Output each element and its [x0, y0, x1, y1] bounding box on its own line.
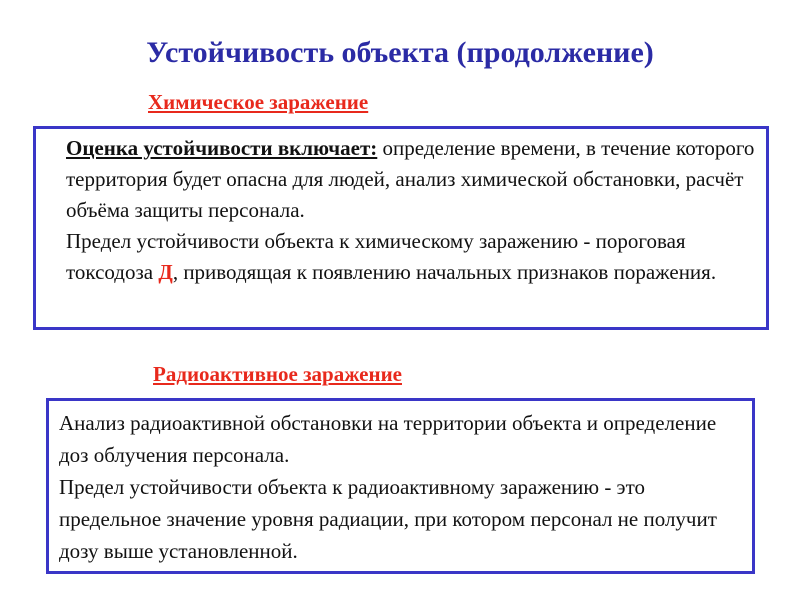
radioactive-section-heading: Радиоактивное заражение — [153, 362, 402, 386]
radioactive-limit-paragraph: Предел устойчивости объекта к радиоактивному заражению - это предельное значение уровня радиации, при котором персонал не получит дозу выше установленной. — [59, 475, 717, 563]
chemical-assessment-paragraph — [48, 133, 756, 226]
chemical-info-box — [33, 126, 769, 330]
chemical-limit-text-after: , приводящая к появлению начальных признаков поражения. — [172, 260, 717, 284]
assessment-text: определение времени, в течение которого территория будет опасна для людей, анализ химической обстановки, расчёт объёма защиты персонала. — [66, 136, 755, 222]
radioactive-analysis-paragraph: Анализ радиоактивной обстановки на территории объекта и определение доз облучения персонала. — [59, 411, 717, 467]
radioactive-info-box — [46, 398, 755, 574]
toxodose-letter: Д — [158, 260, 173, 284]
slide-title: Устойчивость объекта (продолжение) — [146, 36, 654, 69]
chemical-limit-paragraph — [48, 226, 756, 288]
chemical-section-heading: Химическое заражение — [148, 90, 369, 114]
chemical-limit-text-before: Предел устойчивости объекта к химическому заражению - пороговая токсодоза — [66, 229, 686, 284]
assessment-lead: Оценка устойчивости включает: — [66, 136, 378, 160]
